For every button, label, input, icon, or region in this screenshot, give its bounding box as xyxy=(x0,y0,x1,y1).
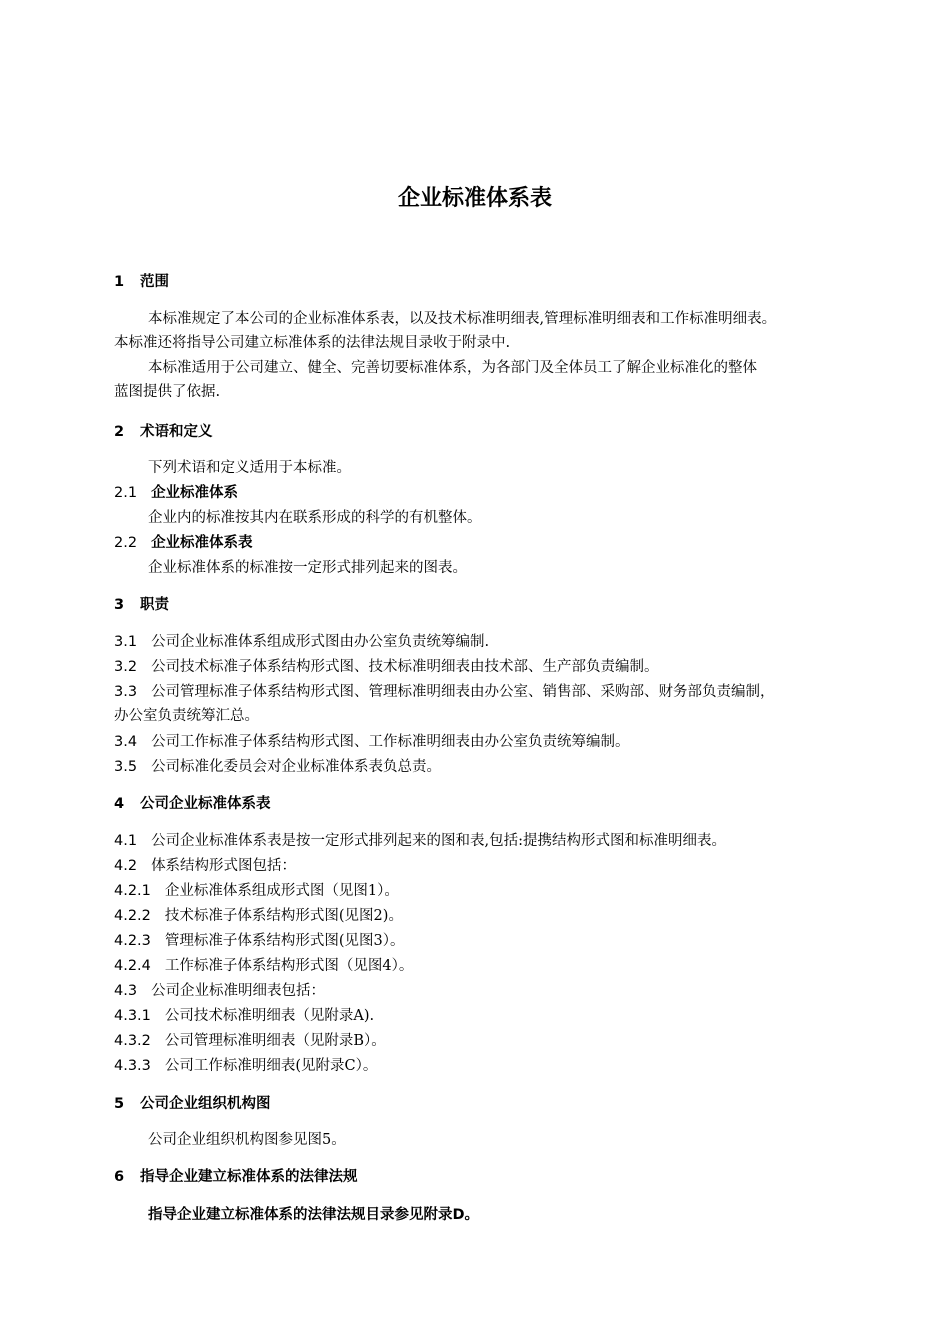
clause-number: 3.2 xyxy=(114,659,138,675)
section-number: 1 xyxy=(114,274,125,290)
section-5-text: 公司企业组织机构图参见图5。 xyxy=(148,1132,346,1148)
section-4-heading xyxy=(114,794,271,814)
clause-text: 公司企业标准明细表包括： xyxy=(151,983,326,999)
section-title: 指导企业建立标准体系的法律法规 xyxy=(140,1169,358,1185)
clause-item xyxy=(114,1054,874,1078)
section-6-heading xyxy=(114,1167,358,1187)
document-title: 企业标准体系表 xyxy=(397,186,552,211)
clause-text: 技术标准子体系结构形式图(见图2)。 xyxy=(164,908,403,924)
clause-number: 4.3.2 xyxy=(114,1033,151,1049)
clause-item xyxy=(114,929,874,953)
text-line: 蓝图提供了依据. xyxy=(114,384,221,400)
clause-text: 公司技术标准子体系结构形式图、技术标准明细表由技术部、生产部负责编制。 xyxy=(151,659,659,675)
clause-number: 4.3.3 xyxy=(114,1058,151,1074)
clause-number: 3.1 xyxy=(114,634,138,650)
section-title: 职责 xyxy=(140,597,169,613)
section-number: 6 xyxy=(114,1169,125,1185)
clause-item xyxy=(114,904,874,928)
section-1-heading xyxy=(114,272,169,292)
section-number: 5 xyxy=(114,1096,125,1112)
scope-paragraph-2 xyxy=(114,356,874,404)
term-heading xyxy=(114,533,253,553)
clause-text: 公司管理标准明细表（见附录B）。 xyxy=(164,1033,386,1049)
section-title: 术语和定义 xyxy=(140,424,213,440)
section-number: 3 xyxy=(114,597,125,613)
terms-intro: 下列术语和定义适用于本标准。 xyxy=(148,460,351,476)
clause-number: 2.1 xyxy=(114,485,138,501)
section-number: 4 xyxy=(114,796,125,812)
clause-text: 公司标准化委员会对企业标准体系表负总责。 xyxy=(151,759,442,775)
clause-text: 公司管理标准子体系结构形式图、管理标准明细表由办公室、销售部、采购部、财务部负责编制， xyxy=(151,684,775,700)
clause-item xyxy=(114,854,874,878)
clause-text: 体系结构形式图包括： xyxy=(151,858,297,874)
section-title: 公司企业组织机构图 xyxy=(140,1096,271,1112)
clause-item xyxy=(114,730,874,754)
section-5-heading xyxy=(114,1094,271,1114)
clause-item xyxy=(114,1004,874,1028)
clause-item xyxy=(114,630,874,654)
clause-text: 公司企业标准体系表是按一定形式排列起来的图和表,包括:提携结构形式图和标准明细表。 xyxy=(151,833,727,849)
clause-text: 管理标准子体系结构形式图(见图3）。 xyxy=(164,933,405,949)
text-line: 本标准还将指导公司建立标准体系的法律法规目录收于附录中. xyxy=(114,335,511,351)
clause-number: 4.2.1 xyxy=(114,883,151,899)
clause-number: 3.3 xyxy=(114,684,138,700)
clause-text: 企业标准体系组成形式图（见图1）。 xyxy=(164,883,399,899)
term-name: 企业标准体系 xyxy=(151,485,239,501)
text-line: 本标准规定了本公司的企业标准体系表，以及技术标准明细表,管理标准明细表和工作标准明细表。 xyxy=(148,311,777,327)
clause-number: 3.4 xyxy=(114,734,138,750)
section-number: 2 xyxy=(114,424,125,440)
clause-number: 4.3.1 xyxy=(114,1008,151,1024)
clause-item xyxy=(114,1029,874,1053)
section-title: 公司企业标准体系表 xyxy=(140,796,271,812)
clause-item xyxy=(114,755,874,779)
term-heading xyxy=(114,483,238,503)
clause-item xyxy=(114,655,874,679)
clause-number: 3.5 xyxy=(114,759,138,775)
clause-item xyxy=(114,879,874,903)
section-6-text: 指导企业建立标准体系的法律法规目录参见附录D。 xyxy=(148,1207,480,1223)
section-2-heading xyxy=(114,422,213,442)
text-line: 本标准适用于公司建立、健全、完善切要标准体系，为各部门及全体员工了解企业标准化的整体 xyxy=(148,360,757,376)
clause-number: 4.2.2 xyxy=(114,908,151,924)
clause-number: 4.2 xyxy=(114,858,138,874)
section-3-heading xyxy=(114,595,169,615)
term-name: 企业标准体系表 xyxy=(151,535,253,551)
scope-paragraph-1 xyxy=(114,307,874,355)
term-definition: 企业内的标准按其内在联系形成的科学的有机整体。 xyxy=(148,510,482,526)
clause-text: 公司技术标准明细表（见附录A). xyxy=(164,1008,375,1024)
clause-text: 工作标准子体系结构形式图（见图4）。 xyxy=(164,958,414,974)
clause-item xyxy=(114,680,874,728)
section-title: 范围 xyxy=(140,274,169,290)
clause-number: 2.2 xyxy=(114,535,138,551)
clause-number: 4.1 xyxy=(114,833,138,849)
clause-number: 4.2.4 xyxy=(114,958,151,974)
clause-number: 4.2.3 xyxy=(114,933,151,949)
clause-text-continued: 办公室负责统筹汇总。 xyxy=(114,708,259,724)
clause-text: 公司企业标准体系组成形式图由办公室负责统筹编制. xyxy=(151,634,490,650)
clause-text: 公司工作标准明细表(见附录C）。 xyxy=(164,1058,378,1074)
clause-text: 公司工作标准子体系结构形式图、工作标准明细表由办公室负责统筹编制。 xyxy=(151,734,630,750)
clause-item xyxy=(114,829,874,853)
clause-number: 4.3 xyxy=(114,983,138,999)
term-definition: 企业标准体系的标准按一定形式排列起来的图表。 xyxy=(148,560,467,576)
clause-item xyxy=(114,954,874,978)
clause-item xyxy=(114,979,874,1003)
